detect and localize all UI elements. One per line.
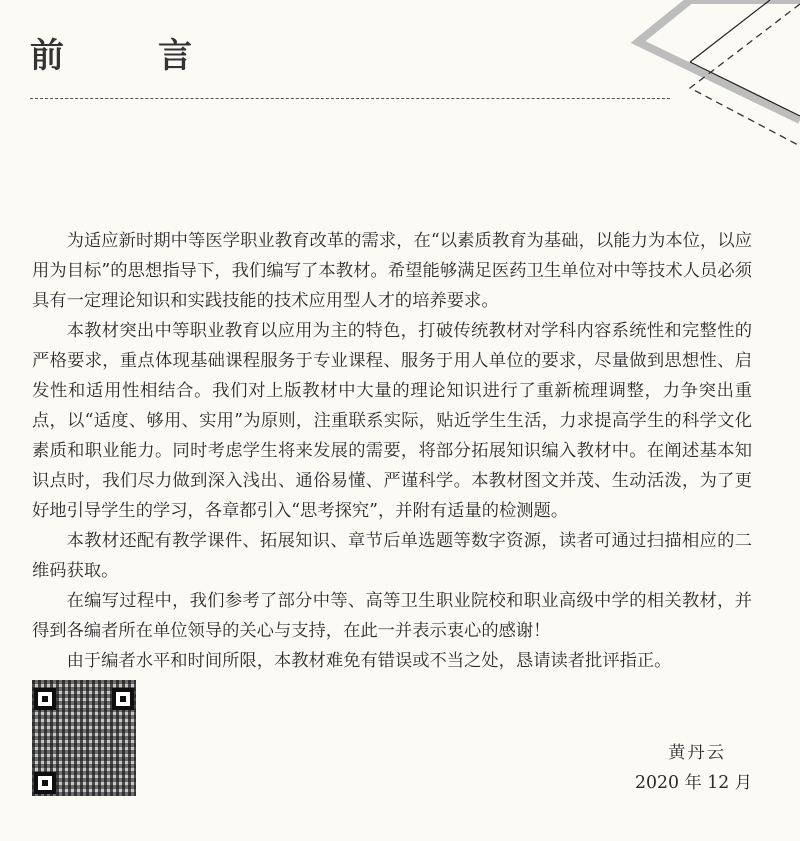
paragraph: 由于编者水平和时间所限，本教材难免有错误或不当之处，恳请读者批评指正。 [66, 651, 672, 671]
paragraph: 本教材突出中等职业教育以应用为主的特色，打破传统教材对学科内容系统性和完整性的严格要求，重点体现基础课程服务于专业课程、服务于用人单位的要求，尽量做到思想性、启发性和适用性相结合。我们对上版教材中大量的理论知识进行了重新梳理调整，力争突出重点，以“适度、够用、实用”为原则，注重联系实际，贴近学生生活，力求提高学生的科学文化素质和职业能力。同时考虑学生将来发展的需要，将部分拓展知识编入教材中。在阐述基本知识点时，我们尽力做到深入浅出、通俗易懂、严谨科学。本教材图文并茂、生动活泼，为了更好地引导学生的学习，各章都引入“思考探究”，并附有适量的检测题。 [32, 321, 752, 521]
decorative-corner-icon [550, 0, 800, 160]
paragraph: 在编写过程中，我们参考了部分中等、高等卫生职业院校和职业高级中学的相关教材，并得到各编者所在单位领导的关心与支持，在此一并表示衷心的感谢！ [32, 591, 752, 641]
qr-code-icon[interactable] [32, 680, 136, 796]
author-name: 黄丹云 [668, 743, 726, 763]
signature-block [635, 738, 752, 798]
signature-date: 2020 年 12 月 [634, 773, 752, 793]
preface-body [32, 226, 752, 676]
paragraph: 为适应新时期中等医学职业教育改革的需求，在“以素质教育为基础，以能力为本位，以应用为目标”的思想指导下，我们编写了本教材。希望能够满足医药卫生单位对中等技术人员必须具有一定理论知识和实践技能的技术应用型人才的培养要求。 [32, 231, 752, 311]
page-title: 前 言 [30, 36, 222, 76]
qr-finder-icon [34, 772, 56, 794]
paragraph: 本教材还配有教学课件、拓展知识、章节后单选题等数字资源，读者可通过扫描相应的二维码获取。 [32, 531, 752, 581]
title-divider [30, 98, 670, 99]
qr-finder-icon [112, 688, 134, 710]
qr-finder-icon [34, 688, 56, 710]
